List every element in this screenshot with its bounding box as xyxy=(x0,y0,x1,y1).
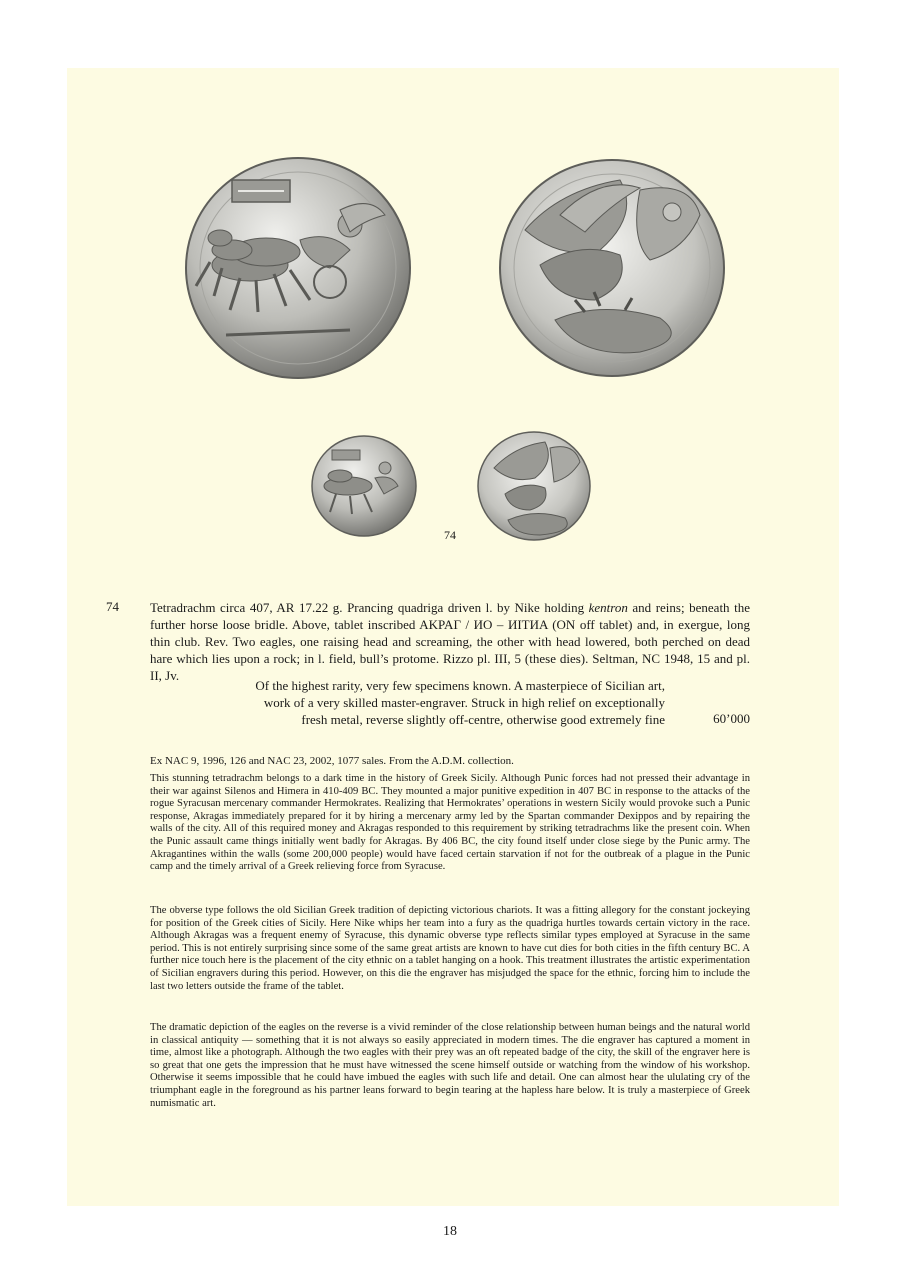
obverse-large-coin xyxy=(186,158,410,378)
figure-lot-number: 74 xyxy=(444,528,456,542)
coin-images xyxy=(0,0,900,560)
lot-description xyxy=(150,599,750,684)
page-number: 18 xyxy=(443,1224,457,1239)
condition-line: Of the highest rarity, very few specimens known. A masterpiece of Sicilian art, xyxy=(255,678,665,693)
obverse-small-coin xyxy=(312,436,416,536)
estimate-price: 60’000 xyxy=(713,711,750,726)
lot-description-italic: kentron xyxy=(588,600,628,615)
provenance: Ex NAC 9, 1996, 126 and NAC 23, 2002, 1077 sales. From the A.D.M. collection. xyxy=(150,755,514,767)
reverse-large-coin xyxy=(500,160,724,376)
lot-number: 74 xyxy=(106,599,119,614)
lot-description-text-continued: and reins; beneath the further horse loose bridle. Above, tablet inscribed AKPAΓ / ИO – ИITИA (ON off tablet) and, in exergue, long thin club. Rev. Two eagles, one raising head and screaming, the other with head lowered, both perched on dead hare which lies upon a rock; in l. field, bull’s protome. Rizzo pl. III, 5 (these dies). Seltman, NC 1948, 15 and pl. II, Jv. xyxy=(150,600,750,683)
commentary-paragraph: The obverse type follows the old Sicilian Greek tradition of depicting victorious chariots. It was a fitting allegory for the constant jockeying for position of the Greek cities of Sicily. Here Nike whips her team into a fury as the quadriga hurtles towards certain victory in the race. Although Akragas was a frequent enemy of Syracuse, this dynamic obverse type reflects similar types employed at Syracuse in the same period. This is not entirely surprising since some of the same great artists are known to have cut dies for both cities in the fifth century BC. A further nice touch here is the placement of the city ethnic on a tablet hanging on a hook. This treatment illustrates the artistic experimentation of Sicilian engravers during this period. However, on this die the engraver has misjudged the space for the ethnic, forcing him to include the last two letters outside the frame of the tablet. xyxy=(150,905,750,992)
commentary-paragraph: The dramatic depiction of the eagles on the reverse is a vivid reminder of the close relationship between human beings and the natural world in classical antiquity — something that it is not always so easily appreciated in modern times. The die engraver has captured a moment in time, almost like a photograph. Although the two eagles with their prey was an oft repeated badge of the city, the skill of the engraver here is so great that one gets the impression that he must have witnessed the scene himself outside or watching from the window of his workshop. Otherwise it seems impossible that he could have imbued the eagles with such life and detail. One can almost hear the ululating cry of the triumphant eagle in the foreground as his partner leans forward to begin tearing at the hapless hare below. It is truly a masterpiece of Greek numismatic art. xyxy=(150,1022,750,1109)
condition-line: work of a very skilled master-engraver. Struck in high relief on exceptionally xyxy=(263,695,665,710)
reverse-small-coin xyxy=(478,432,590,540)
lot-description-text: Tetradrachm circa 407, AR 17.22 g. Prancing quadriga driven l. by Nike holding xyxy=(150,600,589,615)
condition-line: fresh metal, reverse slightly off-centre, otherwise good extremely fine xyxy=(301,712,665,727)
commentary-paragraph: This stunning tetradrachm belongs to a dark time in the history of Greek Sicily. Although Punic forces had not pressed their advantage in their war against Silenos and Himera in 410-409 BC. They mounted a major punitive expedition in 407 BC in response to the attacks of the rogue Syracusan mercenary commander Hermokrates. Realizing that Hermokrates’ operations in western Sicily would provoke such a Punic response, Akragas immediately prepared for it by hiring a mercenary army led by the Spartan commander Dexippos and by repairing the walls of the city. All of this required money and Akragas responded to this requirement by striking tetradrachms like the present coin. When the Punic assault came things initially went badly for Akragas. By 406 BC, the city found itself under close siege by the Punic army. The Akragantines within the walls (some 200,000 people) would have faced certain starvation if not for the outbreak of a plague in the Punic camp and the timely arrival of a Greek relieving force from Syracuse. xyxy=(150,773,750,873)
